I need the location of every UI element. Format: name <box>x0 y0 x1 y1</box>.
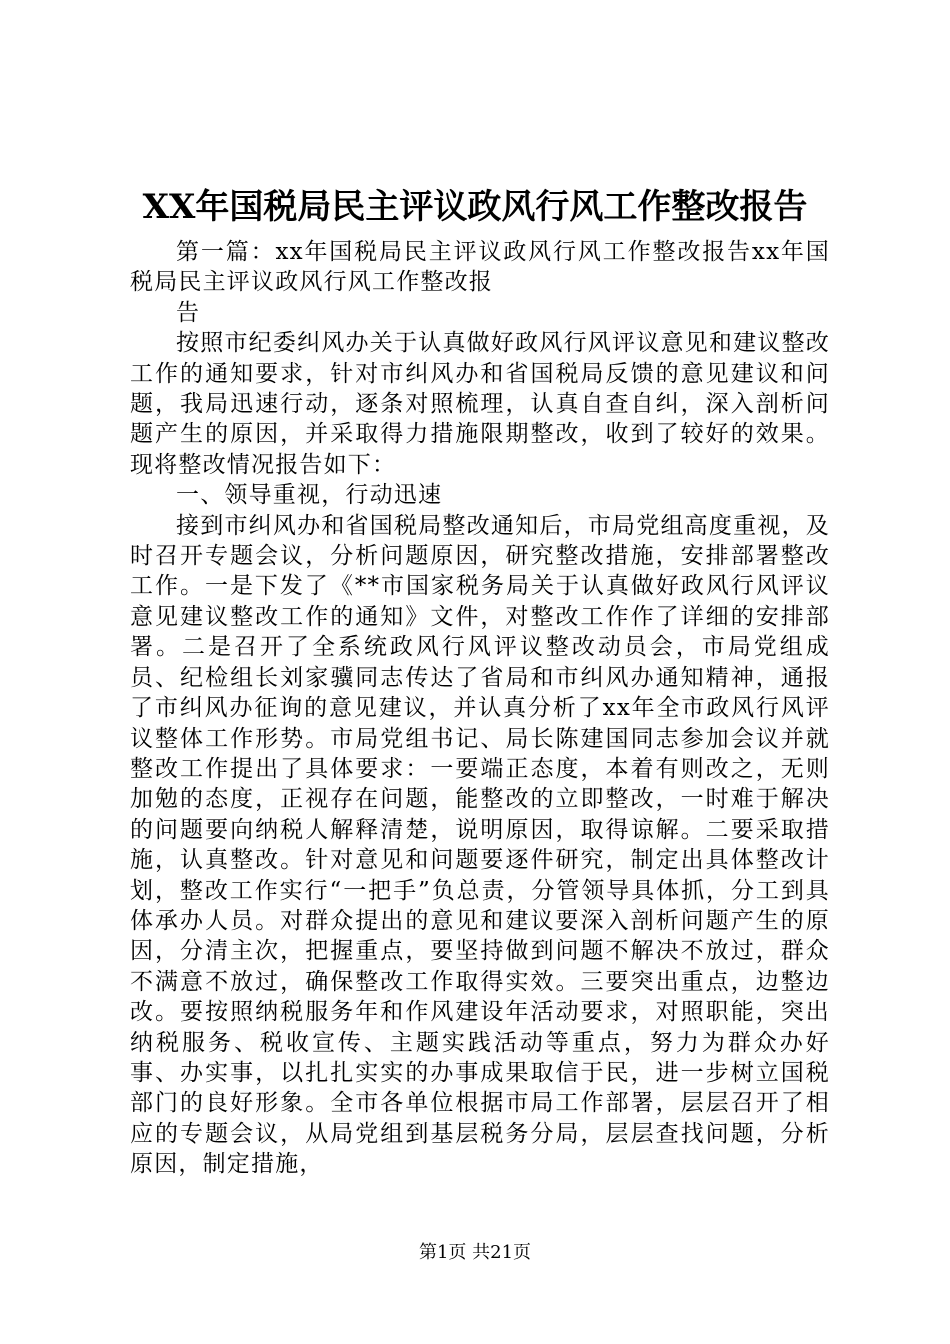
document-body <box>130 237 830 1180</box>
page-footer: 第1页 共21页 <box>418 1242 532 1263</box>
document-title: XX年国税局民主评议政风行风工作整改报告 <box>142 187 808 227</box>
paragraph-1: 第一篇：xx年国税局民主评议政风行风工作整改报告xx年国税局民主评议政风行风工作整改报 <box>130 239 830 296</box>
paragraph-2: 告 <box>176 299 201 326</box>
paragraph-3: 按照市纪委纠风办关于认真做好政风行风评议意见和建议整改工作的通知要求，针对市纠风办和省国税局反馈的意见建议和问题，我局迅速行动，逐条对照梳理，认真自查自纠，深入剖析问题产生的原因，并采取得力措施限期整改，收到了较好的效果。现将整改情况报告如下： <box>130 330 830 478</box>
paragraph-4: 接到市纠风办和省国税局整改通知后，市局党组高度重视，及时召开专题会议，分析问题原因，研究整改措施，安排部署整改工作。一是下发了《**市国家税务局关于认真做好政风行风评议意见建议整改工作的通知》文件，对整改工作作了详细的安排部署。二是召开了全系统政风行风评议整改动员会，市局党组成员、纪检组长刘家骥同志传达了省局和市纠风办通知精神，通报了市纠风办征询的意见建议，并认真分析了xx年全市政风行风评议整体工作形势。市局党组书记、局长陈建国同志参加会议并就整改工作提出了具体要求：一要端正态度，本着有则改之，无则加勉的态度，正视存在问题，能整改的立即整改，一时难于解决的问题要向纳税人解释清楚，说明原因，取得谅解。二要采取措施，认真整改。针对意见和问题要逐件研究，制定出具体整改计划，整改工作实行“一把手”负总责，分管领导具体抓，分工到具体承办人员。对群众提出的意见和建议要深入剖析问题产生的原因，分清主次，把握重点，要坚持做到问题不解决不放过，群众不满意不放过，确保整改工作取得实效。三要突出重点，边整边改。要按照纳税服务年和作风建设年活动要求，对照职能，突出纳税服务、税收宣传、主题实践活动等重点，努力为群众办好事、办实事，以扎扎实实的办事成果取信于民，进一步树立国税部门的良好形象。全市各单位根据市局工作部署，层层召开了相应的专题会议，从局党组到基层税务分局，层层查找问题，分析原因，制定措施， <box>130 512 830 1178</box>
section-heading: 一、领导重视，行动迅速 <box>176 482 443 509</box>
